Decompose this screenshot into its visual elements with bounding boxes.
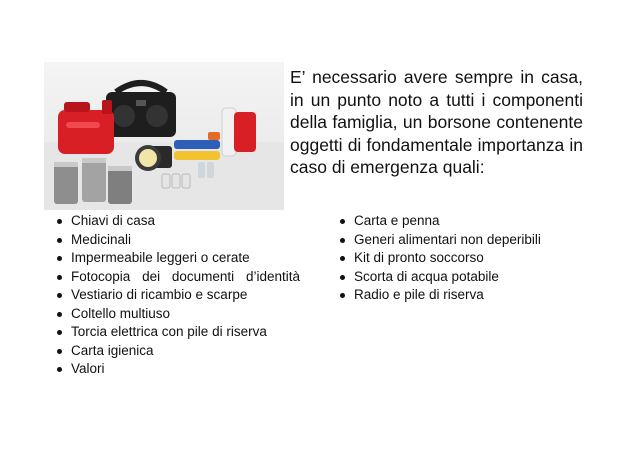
- list-item: Torcia elettrica con pile di riserva: [52, 323, 300, 342]
- list-item: Kit di pronto soccorso: [335, 249, 595, 268]
- list-item: Generi alimentari non deperibili: [335, 231, 595, 250]
- flashlight-icon: [135, 145, 172, 171]
- list-item: Carta igienica: [52, 342, 300, 361]
- emergency-items-list-right: [335, 212, 595, 305]
- emergency-kit-illustration: [44, 62, 284, 210]
- list-item: Scorta di acqua potabile: [335, 268, 595, 287]
- emergency-kit-photo: [44, 62, 284, 210]
- list-item: Valori: [52, 360, 300, 379]
- intro-paragraph: E’ necessario avere sempre in casa, in un punto noto a tutti i componenti della famiglia, un borsone contenente oggetti di fondamentale importanza in caso di emergenza quali:: [290, 67, 583, 177]
- list-item: Chiavi di casa: [52, 212, 300, 231]
- list-item: Coltello multiuso: [52, 305, 300, 324]
- list-item: Fotocopia dei documenti d’identità: [52, 268, 300, 287]
- fuel-can-icon: [58, 100, 114, 154]
- list-item: Vestiario di ricambio e scarpe: [52, 286, 300, 305]
- emergency-items-list-left: [52, 212, 300, 379]
- list-item: Impermeabile leggeri o cerate: [52, 249, 300, 268]
- list-item: Carta e penna: [335, 212, 595, 231]
- radio-icon: [106, 83, 176, 137]
- list-item: Medicinali: [52, 231, 300, 250]
- list-item: Radio e pile di riserva: [335, 286, 595, 305]
